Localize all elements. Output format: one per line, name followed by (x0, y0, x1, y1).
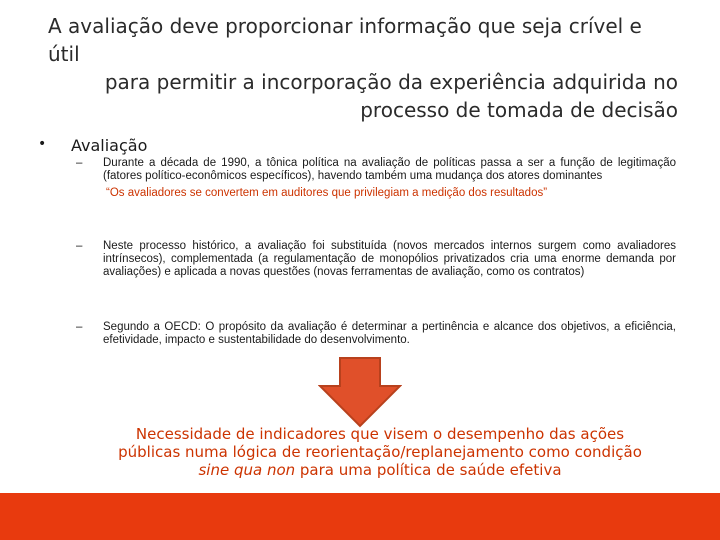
title-line-1: A avaliação deve proporcionar informação que seja crível e útil (48, 14, 642, 66)
subitem-processo-historico (76, 240, 676, 279)
subitem-dash: – (76, 240, 83, 252)
bullet-label: Avaliação (71, 136, 148, 155)
down-arrow-icon (318, 356, 402, 428)
slide-title (30, 12, 678, 124)
subitem-text: Durante a década de 1990, a tônica política na avaliação de políticas passa a ser a função de legitimação (fatores político-econômicos específicos), havendo também uma mudança dos atores dominantes (103, 157, 676, 182)
subitem-oecd (76, 321, 676, 347)
subitem-dash: – (76, 321, 83, 333)
subitem-text: Neste processo histórico, a avaliação foi substituída (novos mercados internos surgem como avaliadores intrínsecos), complementada (a regulamentação de monopólios privatizados cria uma enorme demanda por avaliações) e aplicada a novas questões (novas ferramentas de avaliação, como os contratos) (103, 240, 676, 278)
subitem-quote: “Os avaliadores se convertem em auditores que privilegiam a medição dos resultados” (106, 187, 548, 199)
conclusion-text (40, 425, 720, 479)
title-line-2: para permitir a incorporação da experiência adquirida no (104, 70, 678, 94)
conclusion-line-3-rest: para uma política de saúde efetiva (295, 461, 562, 479)
conclusion-line-3 (40, 461, 720, 479)
subitem-decada-1990 (76, 157, 676, 200)
title-line-3: processo de tomada de decisão (360, 98, 678, 122)
conclusion-line-2: públicas numa lógica de reorientação/replanejamento como condição (118, 443, 642, 461)
footer-bar (0, 493, 720, 540)
bullet-dot: • (38, 136, 47, 152)
subitem-dash: – (76, 157, 83, 169)
subitem-text: Segundo a OECD: O propósito da avaliação é determinar a pertinência e alcance dos objetivos, a eficiência, efetividade, impacto e sustentabilidade do desenvolvimento. (103, 321, 676, 346)
conclusion-italic-term: sine qua non (198, 461, 296, 479)
conclusion-line-1: Necessidade de indicadores que visem o desempenho das ações (135, 425, 625, 443)
